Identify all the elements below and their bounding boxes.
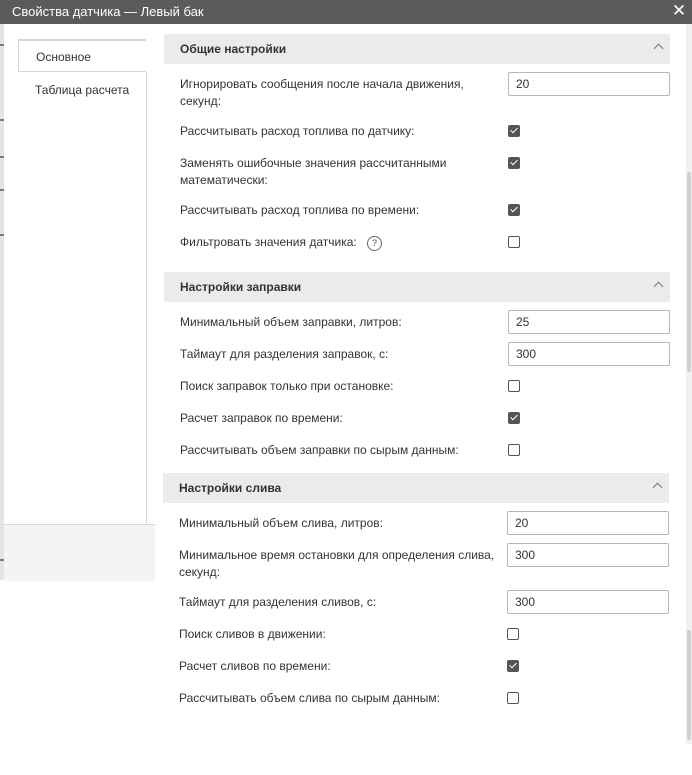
- replace-errors-label: Заменять ошибочные значения рассчитанными математически:: [180, 156, 447, 187]
- section-drain-header[interactable]: [163, 473, 669, 503]
- chevron-up-icon[interactable]: [654, 282, 664, 292]
- min-stop-time-input[interactable]: [507, 543, 669, 567]
- ignore-messages-input[interactable]: [508, 72, 670, 96]
- drain-raw-data-label: Рассчитывать объем слива по сырым данным:: [179, 691, 440, 705]
- drain-in-motion-label: Поиск сливов в движении:: [179, 627, 326, 641]
- dialog-title: Свойства датчика — Левый бак: [12, 4, 204, 19]
- drain-timeout-input[interactable]: [507, 590, 669, 614]
- refuel-only-stop-checkbox[interactable]: [508, 380, 520, 392]
- drain-by-time-label: Расчет сливов по времени:: [179, 659, 331, 673]
- scrollbar-thumb[interactable]: [687, 172, 691, 372]
- section-refueling-header[interactable]: [164, 272, 670, 302]
- drain-in-motion-checkbox[interactable]: [507, 628, 519, 640]
- left-nav-panel: [4, 24, 155, 580]
- refuel-raw-data-label: Рассчитывать объем заправки по сырым данным:: [180, 443, 459, 457]
- chevron-up-icon[interactable]: [653, 483, 663, 493]
- min-refuel-volume-label: Минимальный объем заправки, литров:: [180, 315, 402, 329]
- fuel-by-sensor-label: Рассчитывать расход топлива по датчику:: [180, 124, 415, 138]
- drain-timeout-label: Таймаут для разделения сливов, с:: [179, 595, 377, 609]
- drain-by-time-checkbox[interactable]: [507, 660, 519, 672]
- fuel-by-time-checkbox[interactable]: [508, 204, 520, 216]
- scrollbar-thumb-lower[interactable]: [687, 630, 691, 740]
- section-general-title: Общие настройки: [180, 42, 287, 56]
- fuel-by-time-label: Рассчитывать расход топлива по времени:: [180, 203, 420, 217]
- nav-divider: [146, 72, 147, 548]
- min-refuel-volume-input[interactable]: [508, 310, 670, 334]
- filter-values-label: Фильтровать значения датчика:: [180, 235, 357, 249]
- tab-main[interactable]: Основное: [18, 40, 146, 72]
- min-stop-time-label: Минимальное время остановки для определения слива, секунд:: [179, 548, 495, 579]
- section-general-header[interactable]: [164, 34, 670, 64]
- close-icon[interactable]: ✕: [671, 1, 687, 20]
- refuel-only-stop-label: Поиск заправок только при остановке:: [180, 379, 394, 393]
- refuel-timeout-label: Таймаут для разделения заправок, с:: [180, 347, 389, 361]
- section-refueling-title: Настройки заправки: [180, 280, 302, 294]
- min-drain-volume-label: Минимальный объем слива, литров:: [179, 516, 383, 530]
- tab-calculation-table[interactable]: Таблица расчета: [35, 83, 130, 97]
- refuel-raw-data-checkbox[interactable]: [508, 444, 520, 456]
- help-icon[interactable]: ?: [367, 236, 382, 251]
- min-drain-volume-input[interactable]: [507, 511, 669, 535]
- ignore-messages-label: Игнорировать сообщения после начала движения, секунд:: [180, 77, 464, 108]
- section-drain-title: Настройки слива: [179, 481, 282, 495]
- refuel-by-time-checkbox[interactable]: [508, 412, 520, 424]
- fuel-by-sensor-checkbox[interactable]: [508, 125, 520, 137]
- drain-raw-data-checkbox[interactable]: [507, 692, 519, 704]
- refuel-timeout-input[interactable]: [508, 342, 670, 366]
- refuel-by-time-label: Расчет заправок по времени:: [180, 411, 343, 425]
- chevron-up-icon[interactable]: [654, 44, 664, 54]
- dialog-title-bar: [0, 0, 692, 24]
- filter-values-checkbox[interactable]: [508, 236, 520, 248]
- replace-errors-checkbox[interactable]: [508, 157, 520, 169]
- left-panel-footer: [4, 524, 155, 581]
